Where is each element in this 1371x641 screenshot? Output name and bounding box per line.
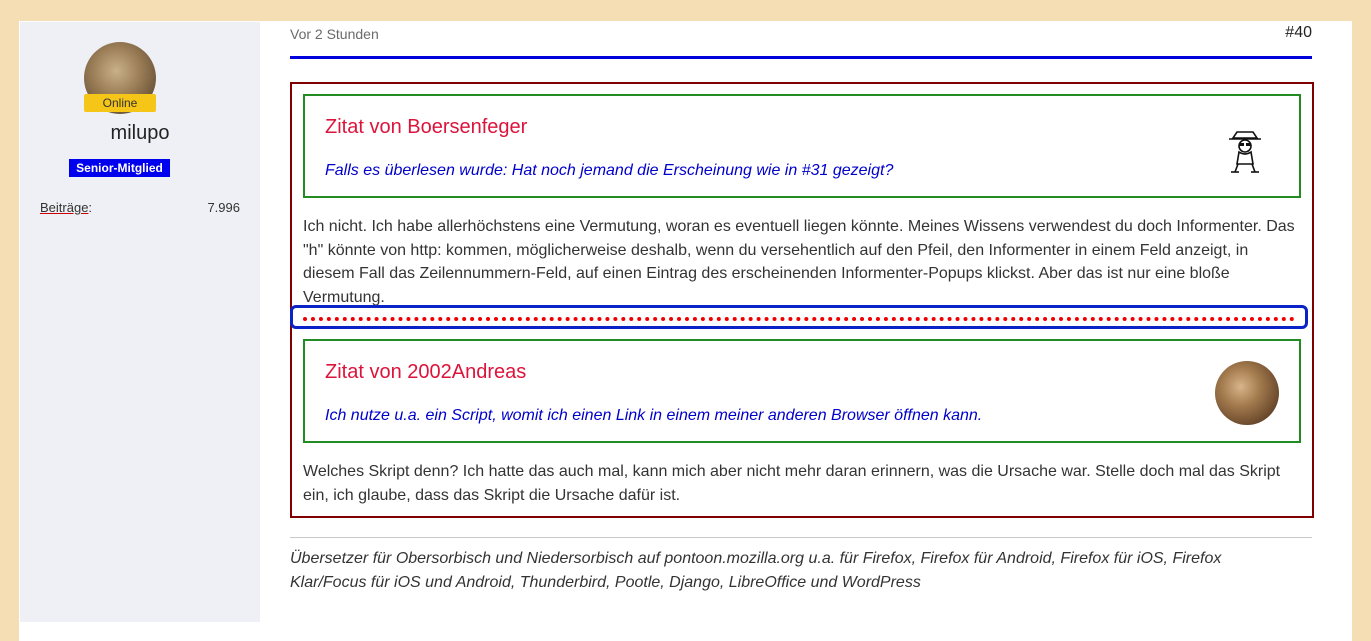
dotted-divider: [303, 317, 1295, 321]
rank-badge: Senior-Mitglied: [69, 159, 170, 177]
quote-2-avatar: [1215, 361, 1279, 425]
online-badge: Online: [84, 94, 156, 112]
quote-2-author[interactable]: Zitat von 2002Andreas: [325, 361, 527, 383]
signature-divider: [290, 537, 1312, 538]
header-divider: [290, 56, 1312, 59]
quote-1-author[interactable]: Zitat von Boersenfeger: [325, 116, 528, 138]
signature-text: Übersetzer für Obersorbisch und Niedersorbisch auf pontoon.mozilla.org u.a. für Firefox, Firefox für Android, Firefox für iOS, Firefox Klar/Focus für iOS und Android, Thunderbird, Pootle, Django, LibreOffice und WordPress: [290, 550, 1222, 591]
posts-label[interactable]: Beiträge: [40, 200, 89, 215]
focused-separator[interactable]: [290, 305, 1308, 329]
post-number-link[interactable]: #40: [1285, 24, 1312, 41]
quote-1-text: Falls es überlesen wurde: Hat noch jemand die Erscheinung wie in #31 gezeigt?: [325, 162, 894, 179]
quote-block-2: [303, 339, 1301, 443]
posts-count: 7.996: [207, 200, 240, 215]
username-link[interactable]: milupo: [110, 122, 170, 144]
quote-block-1: [303, 94, 1301, 198]
quote-1-avatar-icon: [1225, 126, 1265, 174]
post-content: [290, 82, 1314, 518]
post-paragraph-1: Ich nicht. Ich habe allerhöchstens eine Vermutung, woran es eventuell liegen könnte. Meines Wissens verwendest du doch Informenter. Das "h" könnte von http: kommen, möglicherweise deshalb, wenn du versehentlich auf den Pfeil, den Informenter in einem Feld anzeigt, in diesem Fall das Zeilennummern-Feld, auf einen Eintrag des erscheinenden Informenter-Popups klickst. Aber das ist nur eine bloße Vermutung.: [303, 218, 1295, 306]
quote-2-text: Ich nutze u.a. ein Script, womit ich einen Link in einem meiner anderen Browser öffnen kann.: [325, 407, 983, 424]
user-sidebar: [20, 22, 260, 622]
posts-label-link[interactable]: Beiträge:: [40, 200, 93, 215]
post-timestamp-link[interactable]: Vor 2 Stunden: [290, 26, 379, 42]
post-paragraph-2: Welches Skript denn? Ich hatte das auch mal, kann mich aber nicht mehr daran erinnern, was die Ursache war. Stelle doch mal das Skript ein, ich glaube, dass das Skript die Ursache dafür ist.: [303, 463, 1281, 504]
